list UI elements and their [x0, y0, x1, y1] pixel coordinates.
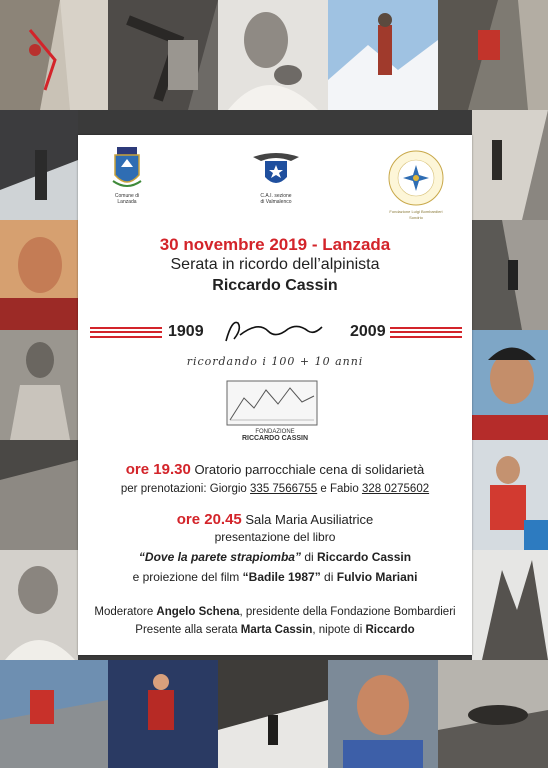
photo-climber-overhang — [218, 660, 328, 768]
guest-line — [78, 624, 472, 636]
photo-portrait-helmet — [472, 330, 548, 440]
program-line-2 — [78, 511, 472, 528]
guest-prefix: Presente alla serata — [135, 624, 238, 636]
poster-panel — [78, 135, 472, 655]
fondazione-label-name: RICCARDO CASSIN — [241, 435, 309, 442]
photo-climber-right — [472, 110, 548, 220]
photo-climber-snow — [0, 110, 78, 220]
mountain-route-icon — [226, 380, 318, 426]
booking-line — [78, 483, 472, 495]
photo-red-jacket-man — [472, 440, 548, 550]
photo-climber-lying — [438, 660, 548, 768]
fondazione-label-top: FONDAZIONE — [255, 429, 295, 435]
photo-climbers-night — [108, 660, 218, 768]
logos-row — [78, 145, 472, 225]
signature-text — [78, 317, 82, 318]
film-prefix: e proiezione del film — [132, 570, 240, 584]
guest-mid: , nipote di — [312, 624, 363, 636]
event-subtitle: Serata in ricordo dell’alpinista — [170, 256, 380, 273]
photo-mountain-snow — [328, 0, 438, 110]
photo-climber-rock — [108, 0, 218, 110]
booking-prefix: per prenotazioni: Giorgio — [120, 483, 247, 495]
comune-logo — [102, 145, 152, 205]
desc-1: Oratorio parrocchiale cena di solidarietà — [194, 462, 425, 477]
film-author: Fulvio Mariani — [336, 570, 418, 584]
left-stripe — [90, 327, 162, 338]
film-of: di — [324, 570, 334, 584]
moderator-line — [78, 606, 472, 618]
event-name: Riccardo Cassin — [212, 277, 338, 294]
cai-logo — [248, 149, 304, 205]
book-author: Riccardo Cassin — [317, 550, 412, 564]
book-line — [78, 550, 472, 564]
desc-2: Sala Maria Ausiliatrice — [245, 512, 374, 527]
program-line-1 — [78, 461, 472, 478]
moderator-prefix: Moderatore — [94, 606, 154, 618]
photo-smiling-old-man-colour — [328, 660, 438, 768]
fondazione-bombardieri-logo — [386, 149, 446, 221]
cai-caption: C.A.I. sezione di Valmalenco — [260, 193, 292, 205]
photo-climber-red-wall — [0, 0, 108, 110]
comune-crest-icon — [109, 145, 145, 191]
film-title: “Badile 1987” — [242, 570, 321, 584]
phone-giorgio[interactable]: 335 7566755 — [250, 483, 318, 495]
right-stripe — [390, 327, 462, 338]
event-date-place: 30 novembre 2019 - Lanzada — [159, 235, 391, 254]
time-2: ore 20.45 — [176, 511, 242, 528]
phone-fabio[interactable]: 328 0275602 — [361, 483, 430, 495]
booking-mid: e Fabio — [320, 483, 359, 495]
year-end: 2009 — [350, 323, 386, 340]
anniversary-script: ricordando i 100 + 10 anni — [186, 355, 364, 368]
photo-climber-backpack — [438, 0, 548, 110]
presentation-line: presentazione del libro — [214, 530, 336, 544]
film-line — [78, 570, 472, 584]
edelweiss-seal-icon — [387, 149, 445, 207]
fondazione-ring-text: Fondazione Luigi Bombardieri — [389, 209, 443, 214]
book-of: di — [304, 550, 314, 564]
signature-icon — [218, 317, 328, 347]
moderator-suffix: , presidente della Fondazione Bombardieri — [239, 606, 456, 618]
comune-caption: Comune di Lanzada — [114, 193, 140, 205]
photo-peak-bw — [472, 550, 548, 660]
cai-eagle-icon — [251, 149, 301, 191]
photo-climber-wall-bw — [472, 220, 548, 330]
time-1: ore 19.30 — [125, 461, 191, 478]
photo-rock-bw — [0, 440, 78, 550]
fondazione-sub-text: Sondrio — [409, 215, 423, 220]
photo-portrait-colour — [0, 220, 78, 330]
photo-portrait-old-man — [0, 550, 78, 660]
photo-climber-red-rope — [0, 660, 108, 768]
photo-portrait-smiling — [218, 0, 328, 110]
book-title: “Dove la parete strapiomba” — [138, 550, 301, 564]
moderator-name: Angelo Schena — [156, 606, 240, 618]
guest-name: Marta Cassin — [240, 624, 313, 636]
years-banner — [78, 317, 472, 347]
photo-shirtless-climber — [0, 330, 78, 440]
year-start: 1909 — [168, 323, 204, 340]
guest-relative: Riccardo — [365, 624, 415, 636]
